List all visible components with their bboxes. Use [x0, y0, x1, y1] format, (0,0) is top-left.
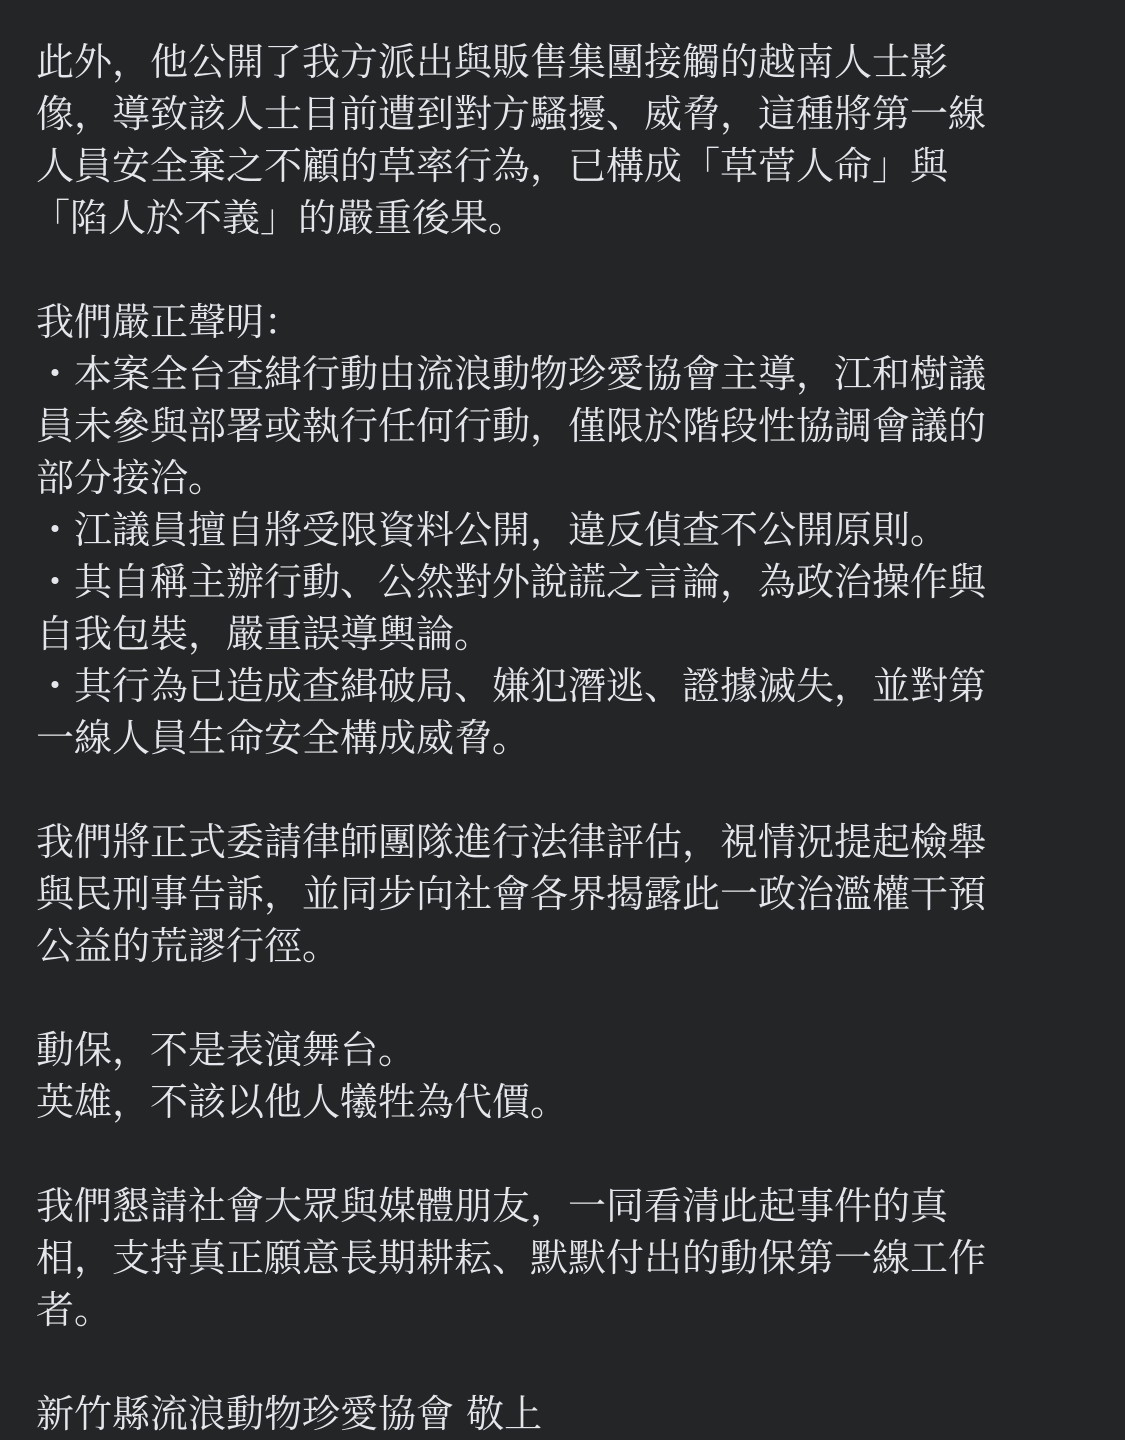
- bullet-item: [36, 660, 1096, 764]
- text-line: 像，導致該人士目前遭到對方騷擾、威脅，這種將第一線: [36, 92, 987, 136]
- legal-paragraph: [36, 816, 1096, 972]
- appeal-paragraph: [36, 1180, 1096, 1336]
- slogan-paragraph: [36, 1024, 1096, 1128]
- text-line: ・本案全台查緝行動由流浪動物珍愛協會主導，江和樹議: [36, 352, 987, 396]
- text-line: 動保，不是表演舞台。: [36, 1028, 417, 1072]
- statement-section: [36, 296, 1096, 764]
- bullet-item: [36, 556, 1096, 660]
- text-line: 者。: [36, 1288, 113, 1332]
- paragraph-spacer: [36, 972, 1096, 1024]
- paragraph-spacer: [36, 764, 1096, 816]
- statement-heading: 我們嚴正聲明：: [36, 300, 303, 344]
- text-line: 我們懇請社會大眾與媒體朋友，一同看清此起事件的真: [36, 1184, 949, 1228]
- text-line: ・其自稱主辦行動、公然對外說謊之言論，為政治操作與: [36, 560, 987, 604]
- text-line: 此外，他公開了我方派出與販售集團接觸的越南人士影: [36, 40, 949, 84]
- text-line: 公益的荒謬行徑。: [36, 924, 341, 968]
- text-line: ・其行為已造成查緝破局、嫌犯潛逃、證據滅失，並對第: [36, 664, 987, 708]
- paragraph-spacer: [36, 244, 1096, 296]
- text-line: 相，支持真正願意長期耕耘、默默付出的動保第一線工作: [36, 1236, 987, 1280]
- paragraph-spacer: [36, 1336, 1096, 1388]
- bullet-item: [36, 348, 1096, 504]
- post-body: [32, 36, 1096, 1440]
- text-line: 部分接洽。: [36, 456, 227, 500]
- text-line: 自我包裝，嚴重誤導輿論。: [36, 612, 493, 656]
- bullet-item: [36, 504, 1096, 556]
- text-line: 人員安全棄之不顧的草率行為，已構成「草菅人命」與: [36, 144, 949, 188]
- text-line: ・江議員擅自將受限資料公開，違反偵查不公開原則。: [36, 508, 949, 552]
- text-line: 與民刑事告訴，並同步向社會各界揭露此一政治濫權干預: [36, 872, 987, 916]
- paragraph-spacer: [36, 1128, 1096, 1180]
- text-line: 英雄，不該以他人犧牲為代價。: [36, 1080, 569, 1124]
- text-line: 一線人員生命安全構成威脅。: [36, 716, 531, 760]
- signature: 新竹縣流浪動物珍愛協會 敬上: [36, 1392, 543, 1436]
- text-line: 「陷人於不義」的嚴重後果。: [32, 196, 527, 240]
- intro-paragraph: [32, 36, 1096, 244]
- text-line: 員未參與部署或執行任何行動，僅限於階段性協調會議的: [36, 404, 987, 448]
- text-line: 我們將正式委請律師團隊進行法律評估，視情況提起檢舉: [36, 820, 987, 864]
